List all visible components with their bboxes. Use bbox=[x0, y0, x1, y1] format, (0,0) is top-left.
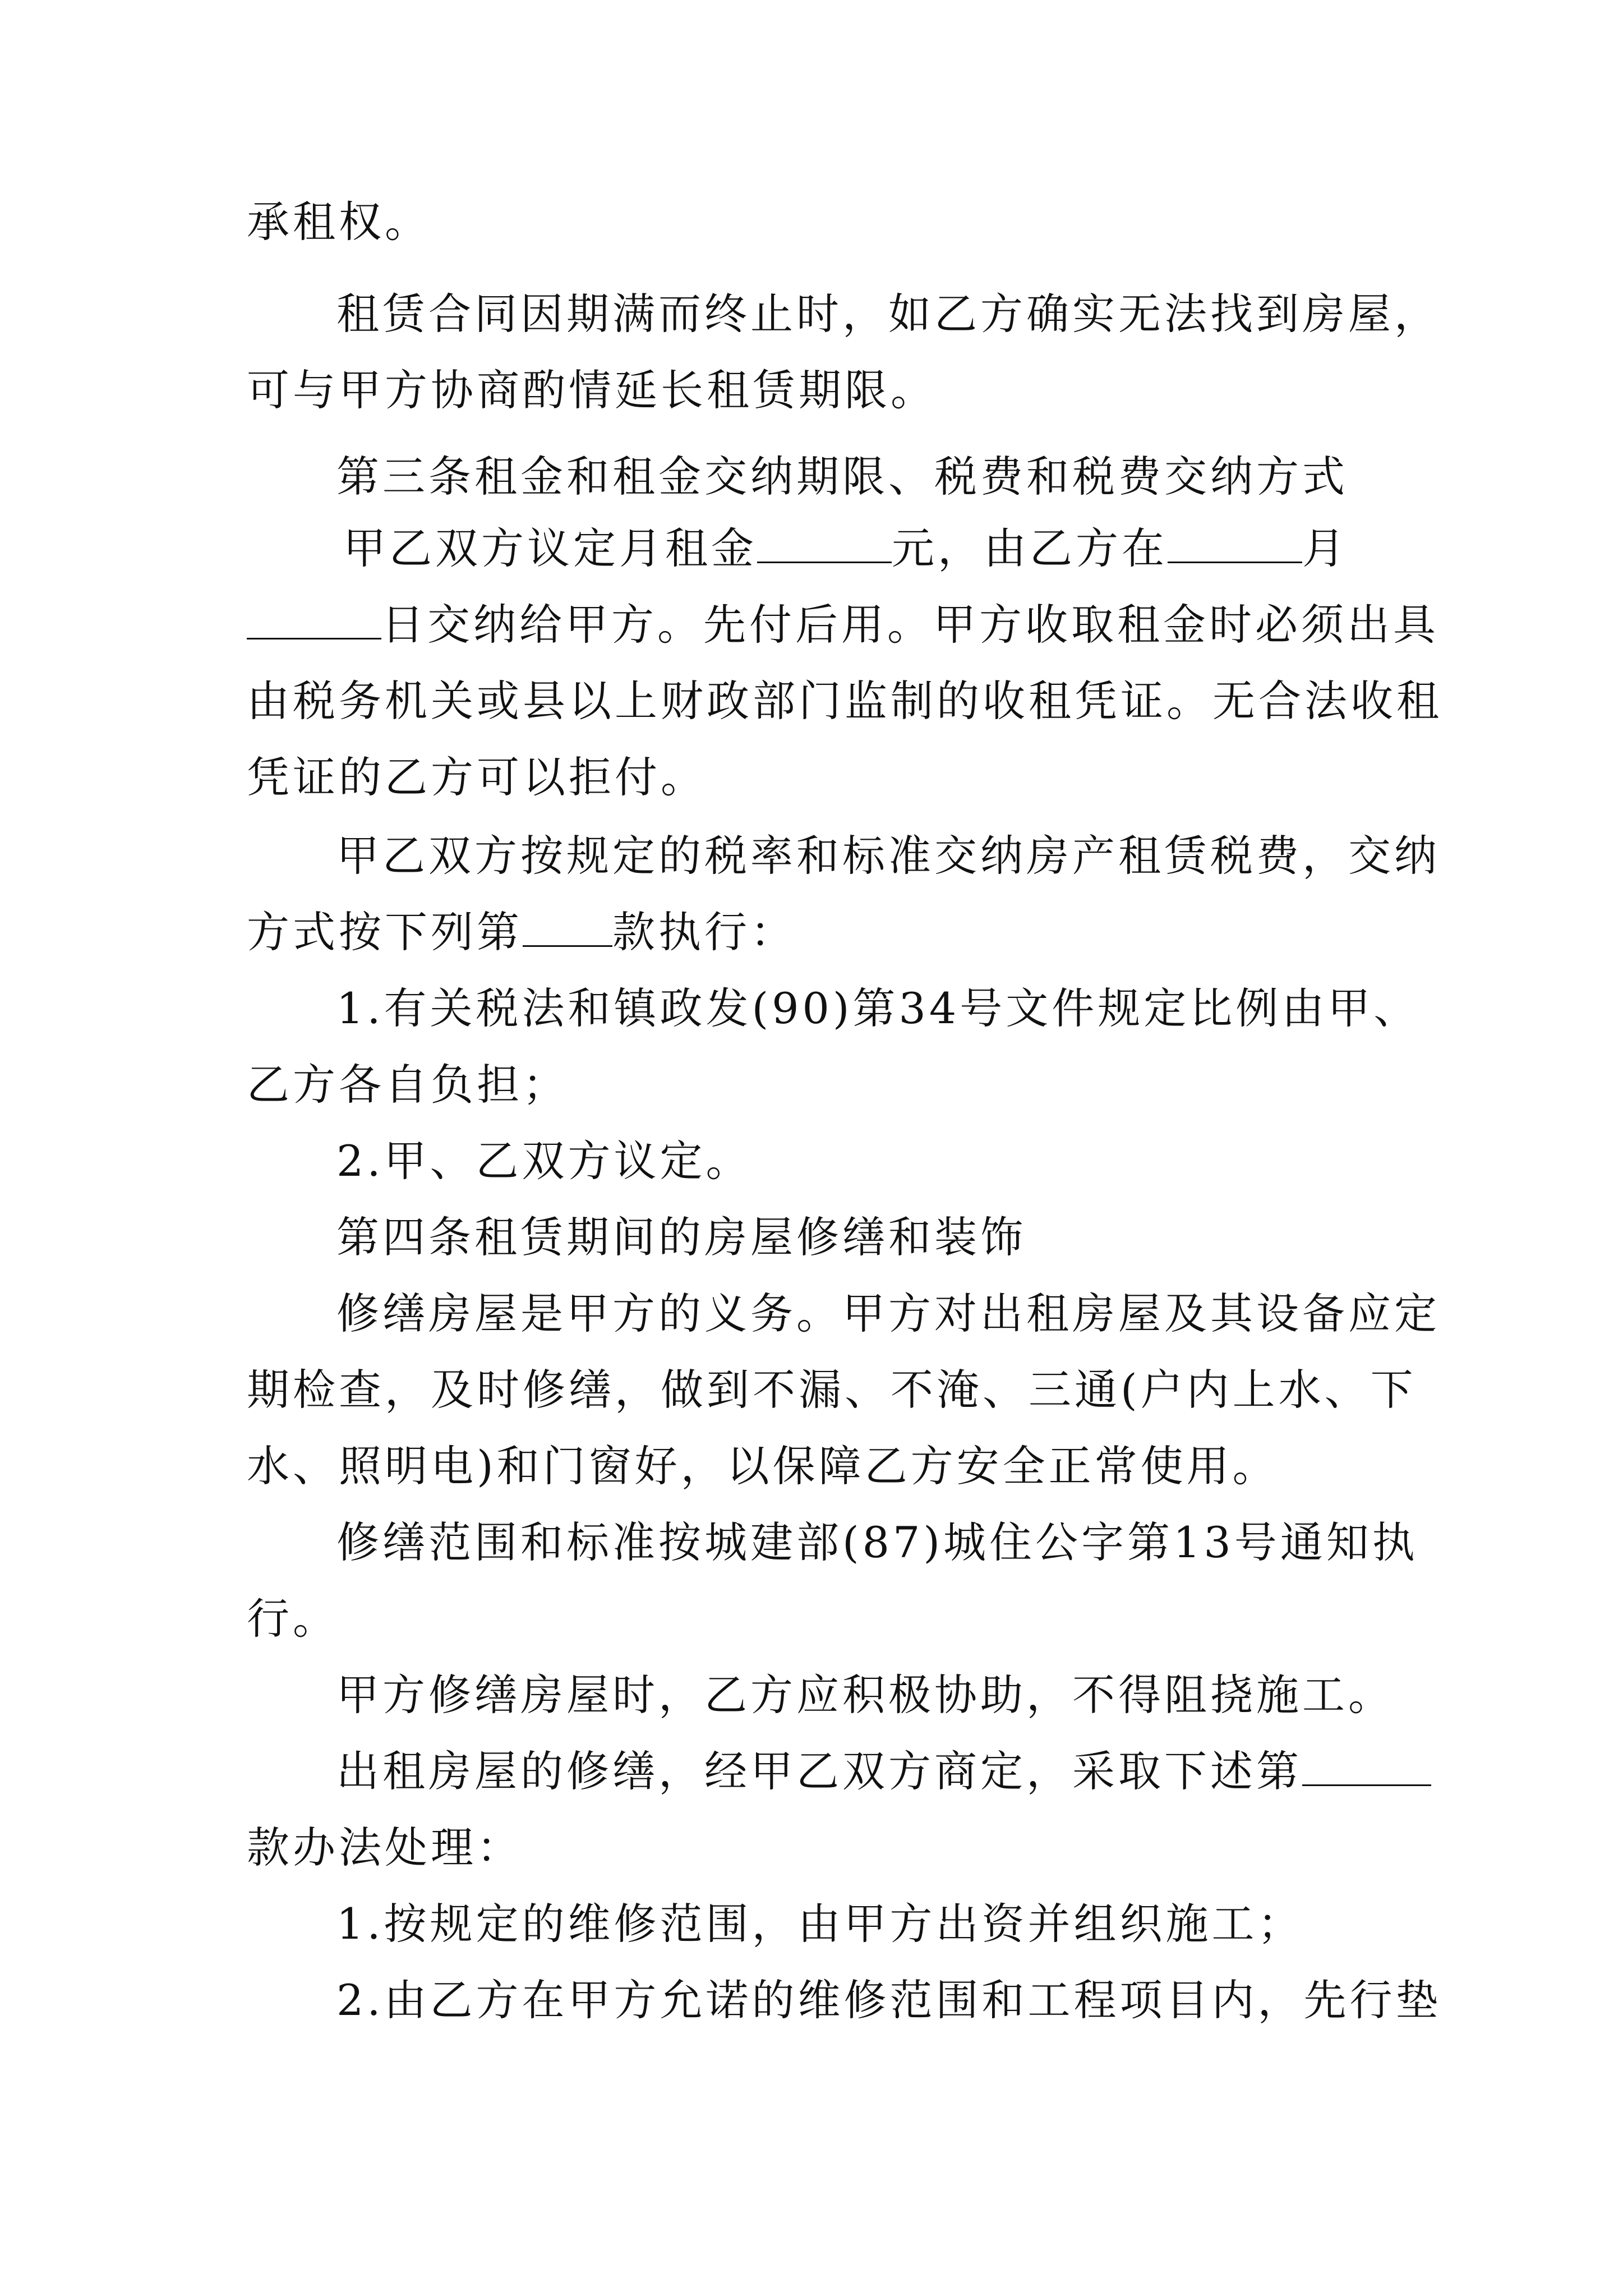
text-line: 甲方修缮房屋时，乙方应积极协助，不得阻挠施工。 bbox=[336, 1670, 1394, 1720]
text-line: 甲乙双方按规定的税率和标准交纳房产租赁税费，交纳 bbox=[336, 831, 1440, 881]
text-line: 租赁合同因期满而终止时，如乙方确实无法找到房屋， bbox=[336, 289, 1440, 339]
blank-field bbox=[523, 905, 612, 947]
blank-field bbox=[247, 597, 381, 639]
text-line: 乙方各自负担； bbox=[247, 1060, 569, 1110]
text-segment: 元，由乙方在 bbox=[892, 523, 1168, 573]
text-line: 承租权。 bbox=[247, 197, 431, 247]
list-item: 1.有关税法和镇政发(90)第34号文件规定比例由甲、 bbox=[336, 983, 1420, 1033]
text-line: 修缮房屋是甲方的义务。甲方对出租房屋及其设备应定 bbox=[336, 1289, 1440, 1338]
text-line: 凭证的乙方可以拒付。 bbox=[247, 752, 707, 802]
text-line-payment bbox=[247, 591, 1439, 659]
blank-field bbox=[1302, 1744, 1431, 1786]
text-segment: 方式按下列第 bbox=[247, 907, 523, 957]
text-line: 水、照明电)和门窗好，以保障乙方安全正常使用。 bbox=[247, 1441, 1279, 1491]
text-segment: 日交纳给甲方。先付后用。甲方收取租金时必须出具 bbox=[381, 600, 1439, 650]
list-item: 2.甲、乙双方议定。 bbox=[336, 1136, 752, 1186]
blank-field bbox=[757, 521, 892, 563]
blank-field bbox=[1168, 521, 1302, 563]
text-line-rent bbox=[343, 515, 1476, 582]
text-segment: 出租房屋的修缮，经甲乙双方商定，采取下述第 bbox=[336, 1746, 1302, 1796]
text-line: 修缮范围和标准按城建部(87)城住公字第13号通知执 bbox=[336, 1517, 1418, 1567]
list-item: 2.由乙方在甲方允诺的维修范围和工程项目内，先行垫 bbox=[336, 1975, 1442, 2025]
text-segment: 月 bbox=[1302, 523, 1348, 573]
text-line: 行。 bbox=[247, 1594, 339, 1644]
text-line-method bbox=[247, 899, 1380, 966]
text-line: 可与甲方协商酌情延长租赁期限。 bbox=[247, 365, 937, 415]
text-segment: 甲乙双方议定月租金 bbox=[343, 523, 757, 573]
text-segment: 款执行： bbox=[612, 907, 796, 957]
text-line: 款办法处理： bbox=[247, 1823, 523, 1872]
section-heading: 第三条租金和租金交纳期限、税费和税费交纳方式 bbox=[336, 452, 1348, 501]
text-line: 由税务机关或县以上财政部门监制的收租凭证。无合法收租 bbox=[247, 676, 1442, 726]
text-line: 期检查，及时修缮，做到不漏、不淹、三通(户内上水、下 bbox=[247, 1365, 1417, 1415]
text-line-repair bbox=[336, 1738, 1380, 1805]
list-item: 1.按规定的维修范围，由甲方出资并组织施工； bbox=[336, 1899, 1304, 1949]
section-heading: 第四条租赁期间的房屋修缮和装饰 bbox=[336, 1212, 1026, 1262]
